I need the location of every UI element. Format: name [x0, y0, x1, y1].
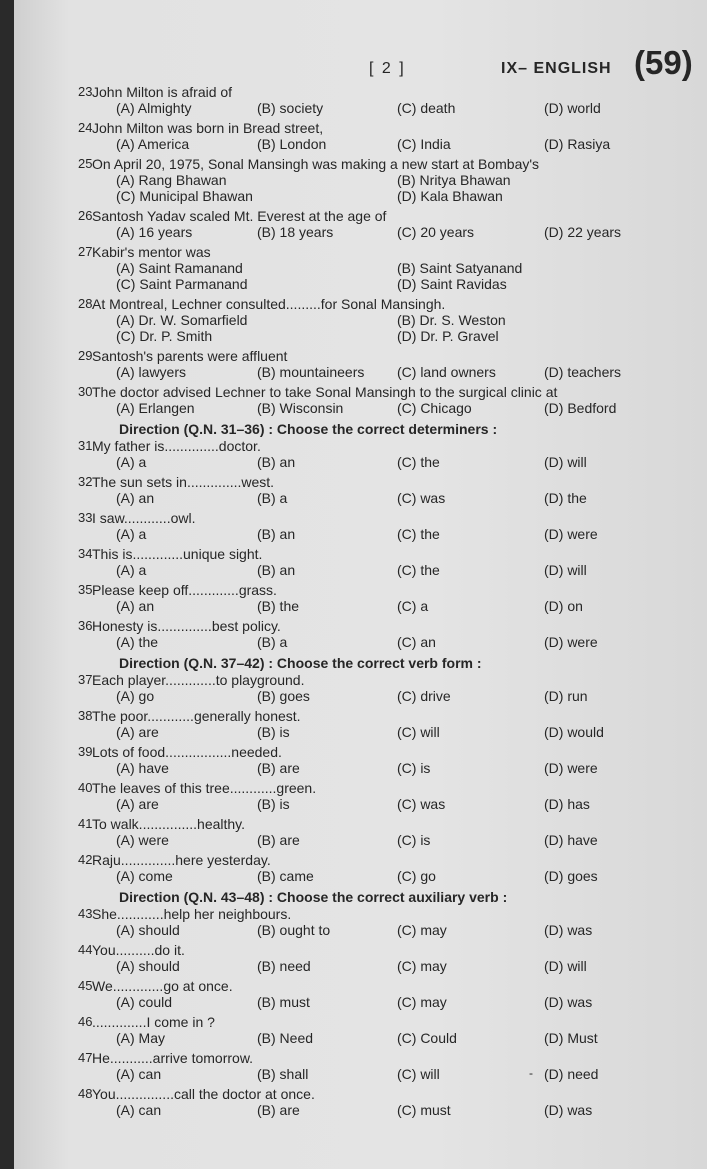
question-46: [14, 1014, 707, 1030]
options-row: [14, 796, 707, 812]
option-c: (C) India: [397, 136, 451, 152]
question-number: 43: [78, 906, 93, 921]
option-d: (D) have: [544, 832, 598, 848]
question-number: 42: [78, 852, 93, 867]
question-text: This is.............unique sight.: [92, 546, 263, 562]
option-a: (A) 16 years: [116, 224, 193, 240]
options-row: [14, 312, 707, 328]
option-a: (A) a: [116, 562, 147, 578]
question-text: Honesty is..............best policy.: [92, 618, 281, 634]
options-row: [14, 994, 707, 1010]
question-number: 26: [78, 208, 93, 223]
question-number: 46: [78, 1014, 93, 1029]
question-30: [14, 384, 707, 400]
option-b: (B) are: [257, 832, 300, 848]
option-a: (A) come: [116, 868, 173, 884]
question-text: John Milton is afraid of: [92, 84, 233, 100]
question-31: [14, 438, 707, 454]
options-row: [14, 598, 707, 614]
option-c: (C) was: [397, 490, 446, 506]
option-c: (C) may: [397, 922, 447, 938]
options-row: [14, 1102, 707, 1118]
question-text: On April 20, 1975, Sonal Mansingh was making a new start at Bombay's: [92, 156, 540, 172]
section-direction: Direction (Q.N. 31–36) : Choose the correct determiners :: [119, 421, 498, 437]
option-b: (B) must: [257, 994, 310, 1010]
option-d: (D) was: [544, 994, 593, 1010]
question-text: She............help her neighbours.: [92, 906, 292, 922]
option-a: (A) could: [116, 994, 173, 1010]
option-a: (A) Saint Ramanand: [116, 260, 243, 276]
option-c: (C) Could: [397, 1030, 457, 1046]
option-a: (A) were: [116, 832, 169, 848]
options-row: [14, 328, 707, 344]
option-b: (B) is: [257, 796, 290, 812]
option-b: (B) London: [257, 136, 327, 152]
option-a: (A) go: [116, 688, 155, 704]
option-c: (C) Municipal Bhawan: [116, 188, 253, 204]
option-b: (B) Nritya Bhawan: [397, 172, 511, 188]
question-text: Please keep off.............grass.: [92, 582, 277, 598]
option-a: (A) should: [116, 922, 180, 938]
question-44: [14, 942, 707, 958]
question-number: 29: [78, 348, 93, 363]
option-a: (A) Erlangen: [116, 400, 195, 416]
question-34: [14, 546, 707, 562]
option-b: (B) are: [257, 760, 300, 776]
option-c: (C) death: [397, 100, 456, 116]
option-b: (B) the: [257, 598, 300, 614]
options-row: [14, 188, 707, 204]
option-c: (C) is: [397, 760, 431, 776]
option-b: (B) Saint Satyanand: [397, 260, 523, 276]
option-b: (B) an: [257, 526, 296, 542]
question-text: My father is..............doctor.: [92, 438, 261, 454]
question-number: 37: [78, 672, 93, 687]
option-a: (A) are: [116, 724, 159, 740]
option-b: (B) an: [257, 454, 296, 470]
option-c: (C) must: [397, 1102, 451, 1118]
question-42: [14, 852, 707, 868]
question-number: 44: [78, 942, 93, 957]
option-c: (C) 20 years: [397, 224, 475, 240]
options-row: [14, 400, 707, 416]
question-number: 38: [78, 708, 93, 723]
option-b: (B) came: [257, 868, 314, 884]
question-number: 34: [78, 546, 93, 561]
option-b: (B) society: [257, 100, 324, 116]
options-row: [14, 454, 707, 470]
bullet-mark-icon: -: [529, 1066, 533, 1080]
options-row: [14, 136, 707, 152]
options-row: [14, 1066, 707, 1082]
exam-page: [14, 0, 707, 1169]
option-d: (D) Dr. P. Gravel: [397, 328, 499, 344]
question-27: [14, 244, 707, 260]
option-b: (B) is: [257, 724, 290, 740]
question-text: The leaves of this tree............green.: [92, 780, 317, 796]
question-33: [14, 510, 707, 526]
option-d: (D) Rasiya: [544, 136, 611, 152]
question-text: We.............go at once.: [92, 978, 233, 994]
option-a: (A) an: [116, 598, 155, 614]
question-number: 23: [78, 84, 93, 99]
option-b: (B) mountaineers: [257, 364, 365, 380]
options-row: [14, 490, 707, 506]
options-row: [14, 260, 707, 276]
option-b: (B) an: [257, 562, 296, 578]
option-b: (B) goes: [257, 688, 310, 704]
question-text: ..............I come in ?: [92, 1014, 215, 1030]
section-direction: Direction (Q.N. 37–42) : Choose the correct verb form :: [119, 655, 482, 671]
option-b: (B) 18 years: [257, 224, 334, 240]
question-text: At Montreal, Lechner consulted.........for Sonal Mansingh.: [92, 296, 446, 312]
option-c: (C) drive: [397, 688, 451, 704]
option-c: (C) Dr. P. Smith: [116, 328, 213, 344]
option-a: (A) can: [116, 1066, 162, 1082]
question-text: To walk...............healthy.: [92, 816, 246, 832]
question-number: 33: [78, 510, 93, 525]
question-number: 31: [78, 438, 93, 453]
option-a: (A) are: [116, 796, 159, 812]
option-d: (D) would: [544, 724, 604, 740]
option-a: (A) an: [116, 490, 155, 506]
question-29: [14, 348, 707, 364]
option-d: (D) will: [544, 562, 587, 578]
question-number: 24: [78, 120, 93, 135]
question-38: [14, 708, 707, 724]
option-d: (D) was: [544, 922, 593, 938]
option-d: (D) was: [544, 1102, 593, 1118]
question-number: 36: [78, 618, 93, 633]
question-number: 45: [78, 978, 93, 993]
option-d: (D) run: [544, 688, 588, 704]
section-direction: Direction (Q.N. 43–48) : Choose the correct auxiliary verb :: [119, 889, 508, 905]
option-d: (D) goes: [544, 868, 598, 884]
question-28: [14, 296, 707, 312]
option-d: (D) the: [544, 490, 587, 506]
option-d: (D) teachers: [544, 364, 622, 380]
question-text: I saw............owl.: [92, 510, 196, 526]
option-b: (B) Need: [257, 1030, 314, 1046]
option-b: (B) need: [257, 958, 311, 974]
option-a: (A) Almighty: [116, 100, 192, 116]
option-d: (D) Must: [544, 1030, 598, 1046]
option-a: (A) May: [116, 1030, 165, 1046]
question-text: Raju..............here yesterday.: [92, 852, 271, 868]
option-d: (D) were: [544, 526, 598, 542]
option-d: (D) 22 years: [544, 224, 622, 240]
option-c: (C) Saint Parmanand: [116, 276, 248, 292]
question-48: [14, 1086, 707, 1102]
option-d: (D) will: [544, 454, 587, 470]
option-b: (B) Dr. S. Weston: [397, 312, 506, 328]
question-24: [14, 120, 707, 136]
question-text: The doctor advised Lechner to take Sonal Mansingh to the surgical clinic at: [92, 384, 558, 400]
option-d: (D) were: [544, 760, 598, 776]
option-a: (A) lawyers: [116, 364, 187, 380]
option-a: (A) Dr. W. Somarfield: [116, 312, 248, 328]
option-b: (B) ought to: [257, 922, 331, 938]
question-number: 47: [78, 1050, 93, 1065]
options-row: [14, 562, 707, 578]
option-c: (C) may: [397, 994, 447, 1010]
option-b: (B) shall: [257, 1066, 309, 1082]
question-text: You...............call the doctor at once.: [92, 1086, 315, 1102]
options-row: [14, 276, 707, 292]
question-number: 27: [78, 244, 93, 259]
question-number: 32: [78, 474, 93, 489]
option-c: (C) the: [397, 526, 440, 542]
option-c: (C) was: [397, 796, 446, 812]
option-a: (A) have: [116, 760, 169, 776]
option-b: (B) are: [257, 1102, 300, 1118]
question-number: 30: [78, 384, 93, 399]
options-row: [14, 526, 707, 542]
question-text: He...........arrive tomorrow.: [92, 1050, 254, 1066]
options-row: [14, 1030, 707, 1046]
option-a: (A) the: [116, 634, 159, 650]
options-row: [14, 922, 707, 938]
question-number: 28: [78, 296, 93, 311]
options-row: [14, 958, 707, 974]
question-number: 40: [78, 780, 93, 795]
option-d: (D) Saint Ravidas: [397, 276, 507, 292]
option-c: (C) the: [397, 454, 440, 470]
question-number: 35: [78, 582, 93, 597]
option-c: (C) may: [397, 958, 447, 974]
options-row: [14, 724, 707, 740]
option-c: (C) land owners: [397, 364, 496, 380]
question-text: You..........do it.: [92, 942, 185, 958]
option-d: (D) has: [544, 796, 590, 812]
option-a: (A) should: [116, 958, 180, 974]
option-c: (C) the: [397, 562, 440, 578]
options-row: [14, 868, 707, 884]
option-b: (B) a: [257, 490, 288, 506]
option-d: (D) world: [544, 100, 601, 116]
question-32: [14, 474, 707, 490]
option-d: (D) Kala Bhawan: [397, 188, 503, 204]
options-row: [14, 832, 707, 848]
question-23: [14, 84, 707, 100]
option-d: (D) on: [544, 598, 583, 614]
page-number: [ 2 ]: [369, 60, 406, 77]
options-row: [14, 100, 707, 116]
question-35: [14, 582, 707, 598]
question-text: Kabir's mentor was: [92, 244, 211, 260]
subject-title: IX– ENGLISH: [501, 60, 612, 77]
question-list: [14, 84, 707, 1122]
option-c: (C) is: [397, 832, 431, 848]
question-37: [14, 672, 707, 688]
question-45: [14, 978, 707, 994]
question-text: Each player.............to playground.: [92, 672, 305, 688]
question-47: [14, 1050, 707, 1066]
option-a: (A) America: [116, 136, 190, 152]
option-d: (D) were: [544, 634, 598, 650]
option-a: (A) a: [116, 526, 147, 542]
question-text: Santosh's parents were affluent: [92, 348, 288, 364]
options-row: [14, 224, 707, 240]
question-26: [14, 208, 707, 224]
options-row: [14, 172, 707, 188]
option-c: (C) will: [397, 1066, 440, 1082]
option-c: (C) an: [397, 634, 436, 650]
options-row: [14, 688, 707, 704]
question-43: [14, 906, 707, 922]
option-d: (D) Bedford: [544, 400, 617, 416]
question-40: [14, 780, 707, 796]
question-text: Lots of food.................needed.: [92, 744, 282, 760]
option-a: (A) can: [116, 1102, 162, 1118]
question-text: The sun sets in..............west.: [92, 474, 275, 490]
question-41: [14, 816, 707, 832]
option-b: (B) Wisconsin: [257, 400, 344, 416]
question-36: [14, 618, 707, 634]
question-text: The poor............generally honest.: [92, 708, 301, 724]
question-number: 39: [78, 744, 93, 759]
question-text: Santosh Yadav scaled Mt. Everest at the age of: [92, 208, 387, 224]
option-c: (C) a: [397, 598, 429, 614]
option-a: (A) a: [116, 454, 147, 470]
question-number: 48: [78, 1086, 93, 1101]
option-c: (C) will: [397, 724, 440, 740]
question-number: 41: [78, 816, 93, 831]
option-a: (A) Rang Bhawan: [116, 172, 227, 188]
options-row: [14, 364, 707, 380]
option-d: (D) need: [544, 1066, 599, 1082]
question-number: 25: [78, 156, 93, 171]
paper-number: (59): [634, 44, 693, 81]
options-row: [14, 634, 707, 650]
option-d: (D) will: [544, 958, 587, 974]
question-39: [14, 744, 707, 760]
question-text: John Milton was born in Bread street,: [92, 120, 324, 136]
option-c: (C) Chicago: [397, 400, 472, 416]
option-b: (B) a: [257, 634, 288, 650]
option-c: (C) go: [397, 868, 436, 884]
options-row: [14, 760, 707, 776]
question-25: [14, 156, 707, 172]
